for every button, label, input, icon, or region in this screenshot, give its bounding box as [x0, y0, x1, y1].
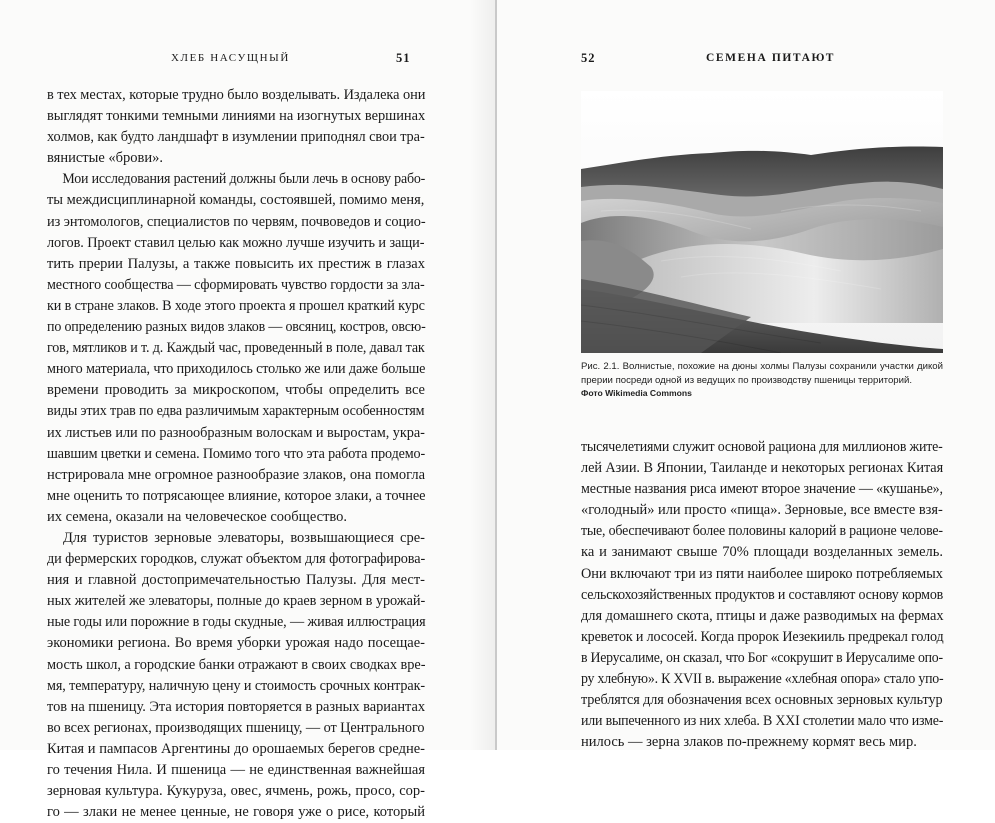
- text-line: ты междисциплинарной команды, состоявшей, помимо меня,: [47, 192, 425, 209]
- text-line: тые, обеспечивают более половины калорий в рационе челове-: [581, 523, 943, 540]
- right-page-number: 52: [581, 51, 596, 65]
- text-line: их листьев или по разнообразным волоскам и выростам, укра-: [47, 424, 425, 441]
- text-line: лей Азии. В Японии, Таиланде и некоторых регионах Китая: [581, 460, 944, 477]
- text-line: нстрировала мне огромное разнообразие злаков, она помогла: [47, 466, 426, 483]
- right-body-text: [581, 437, 943, 753]
- palouse-hills-photo: [581, 91, 943, 353]
- text-line: креветок и лососей. Когда пророк Иезекииль предрекал голод: [581, 628, 944, 645]
- text-line: ния и главной достопримечательностью Палузы. Для мест-: [47, 572, 425, 589]
- text-line: их семена, оказали на человеческое сообщество.: [47, 508, 348, 525]
- text-line: холмов, как будто ландшафт в изумлении приподнял свои тра-: [47, 129, 425, 146]
- text-line: тысячелетиями служит основой рациона для миллионов жите-: [581, 439, 943, 455]
- text-line: го — злаки не менее ценные, не говоря уже о рисе, который: [47, 804, 425, 821]
- text-line: много материала, что приходилось столько же или даже больше: [47, 361, 426, 378]
- text-line: Для туристов зерновые элеваторы, возвышающиеся сре-: [63, 529, 425, 546]
- text-line: в Иерусалиме, он сказал, что Бог «сокрушит в Иерусалиме опо-: [581, 649, 943, 666]
- text-line: вянистые «брови».: [47, 150, 164, 167]
- text-line: местные названия риса имеют второе значение — «кушанье»,: [581, 481, 943, 498]
- text-line: выглядят тонкими темными линиями на изогнутых вершинах: [47, 108, 426, 125]
- caption-line: Рис. 2.1. Волнистые, похожие на дюны холмы Палузы сохранили участки дикой: [581, 361, 943, 372]
- left-page-number: 51: [396, 51, 411, 65]
- gutter-shadow: [470, 0, 495, 750]
- figure-caption: [581, 360, 943, 401]
- text-line: ные годы или порожние в годы скудные, — живая иллюстрация: [47, 614, 426, 631]
- text-line: мость школ, а городские банки отражают в своих сводках вре-: [47, 656, 426, 673]
- photo-credit: Фото Wikimedia Commons: [581, 388, 692, 398]
- text-line: мне оценить то потрясающее влияние, которое злаки, а точнее: [47, 487, 426, 504]
- text-line: или выпеченного из них хлеба. В XXI столетии мало что изме-: [581, 713, 944, 730]
- text-line: ру хлебную». К XVII в. выражение «хлебная опора» стало упо-: [581, 671, 944, 688]
- text-line: для домашнего скота, птицы и даже разводимых на фермах: [581, 607, 944, 624]
- text-line: Мои исследования растений должны были лечь в основу рабо-: [62, 171, 426, 188]
- text-line: нилось — зерна злаков по-прежнему кормят весь мир.: [581, 734, 917, 751]
- text-line: Они включают три из пяти наиболее широко потребляемых: [581, 565, 943, 582]
- right-page: [497, 0, 995, 750]
- text-line: шавшим цветки и семена. Помимо того что эта работа продемо-: [47, 445, 426, 462]
- text-line: мя, температуру, наличную цену и стоимость срочных контрак-: [47, 677, 425, 694]
- text-line: зерновая культура. Кукуруза, овес, ячмень, рожь, просо, сор-: [47, 783, 425, 800]
- text-line: гов, мятликов и т. д. Каждый час, проведенный в поле, давал так: [47, 340, 425, 357]
- left-body-text: [47, 85, 425, 823]
- text-line: во всех регионах, производящих пшеницу, — от Центрального: [47, 719, 425, 736]
- text-line: ди фермерских городков, служат объектом для фотографирова-: [47, 551, 426, 568]
- text-line: местного сообщества — сформировать чувство гордости за зла-: [47, 276, 425, 293]
- left-running-head: ХЛЕБ НАСУЩНЫЙ: [171, 52, 290, 64]
- text-line: виды этих трав по едва различимым характерным особенностям: [47, 403, 425, 420]
- text-line: времени проводить за микроскопом, чтобы определить все: [47, 382, 425, 399]
- text-line: в тех местах, которые трудно было возделывать. Издалека они: [47, 87, 426, 103]
- text-line: экономики региона. Во время уборки урожая надо посещае-: [47, 635, 425, 652]
- text-line: тов на пшеницу. Эта история повторяется в разных вариантах: [47, 698, 426, 715]
- right-running-head: СЕМЕНА ПИТАЮТ: [706, 52, 836, 64]
- text-line: тить прерии Палузы, а также повысить их престиж в глазах: [47, 255, 425, 272]
- text-line: го течения Нила. И пшеница — не единственная важнейшая: [47, 762, 425, 778]
- text-line: логов. Проект ставил целью как можно лучше изучить и защи-: [47, 234, 425, 251]
- text-line: Китая и пампасов Аргентины до орошаемых берегов средне-: [47, 740, 425, 757]
- text-line: треблятся для обозначения всех основных зерновых культур: [581, 692, 943, 709]
- caption-line: прерии посреди одной из ведущих по производству пшеницы территорий.: [581, 374, 913, 386]
- text-line: по определению разных видов злаков — овсяниц, костров, овсю-: [47, 319, 426, 336]
- left-page: [0, 0, 495, 821]
- text-line: ка и занимают свыше 70% площади возделанных земель.: [581, 544, 943, 561]
- text-line: ки в стране злаков. В ходе этого проекта я прошел краткий курс: [47, 297, 425, 314]
- text-line: «голодный» или просто «пища». Зерновые, все вместе взя-: [581, 502, 943, 519]
- text-line: сельскохозяйственных продуктов и составляют основу кормов: [581, 586, 944, 603]
- text-line: из энтомологов, специалистов по червям, почвоведов и социо-: [47, 213, 426, 230]
- text-line: ных жителей же элеваторы, полные до краев зерном в урожай-: [47, 593, 426, 610]
